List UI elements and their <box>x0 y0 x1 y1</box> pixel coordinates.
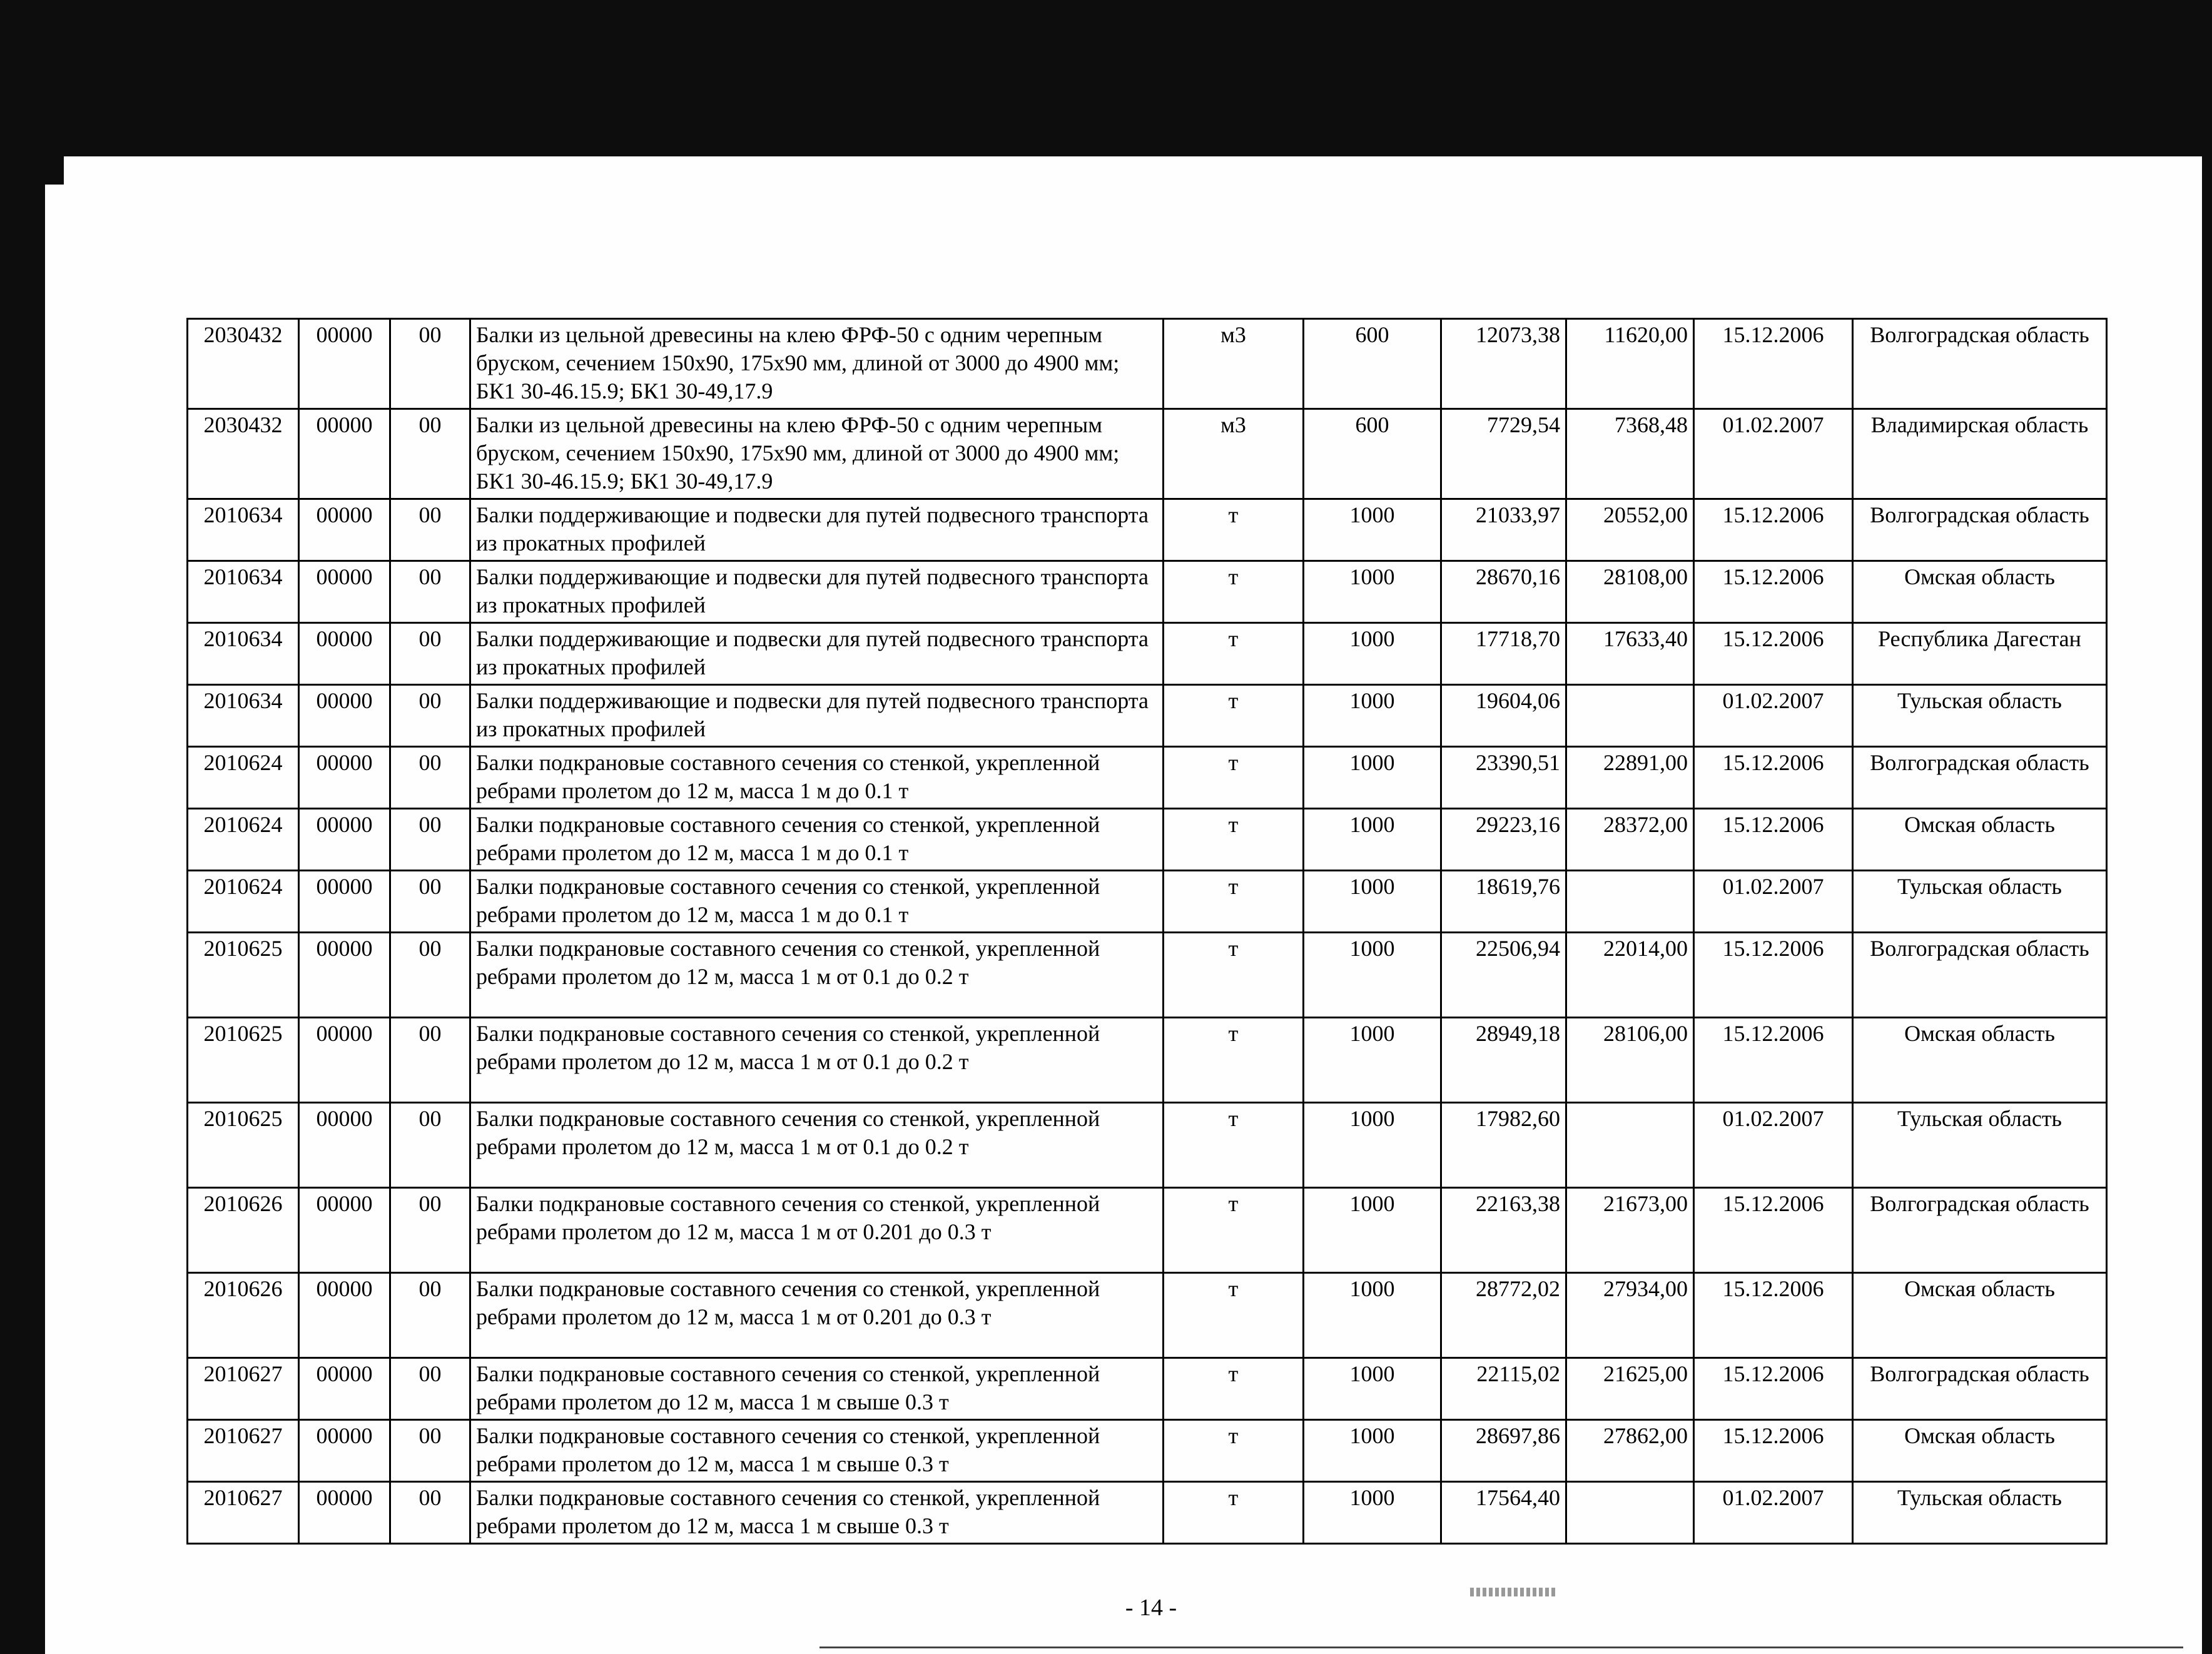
price-table-body <box>188 319 2107 1544</box>
table-row <box>188 409 2107 499</box>
date-cell: 15.12.2006 <box>1694 319 1853 409</box>
date-cell: 01.02.2007 <box>1694 685 1853 747</box>
code-cell: 2010624 <box>188 871 299 933</box>
price-cell: 18619,76 <box>1441 871 1566 933</box>
unit-cell: т <box>1164 623 1304 685</box>
index-cell: 00 <box>390 1103 470 1188</box>
quantity-cell: 1000 <box>1304 1420 1441 1482</box>
subcode-cell: 00000 <box>299 499 390 561</box>
index-cell: 00 <box>390 623 470 685</box>
date-cell: 15.12.2006 <box>1694 623 1853 685</box>
table-row <box>188 685 2107 747</box>
unit-cell: т <box>1164 561 1304 623</box>
scan-bottom-edge <box>819 1646 2183 1648</box>
subcode-cell: 00000 <box>299 871 390 933</box>
table-row <box>188 747 2107 809</box>
table-row <box>188 1482 2107 1544</box>
date-cell: 01.02.2007 <box>1694 1103 1853 1188</box>
date-cell: 15.12.2006 <box>1694 1273 1853 1358</box>
code-cell: 2010634 <box>188 499 299 561</box>
table-row <box>188 319 2107 409</box>
code-cell: 2010625 <box>188 1103 299 1188</box>
description-cell: Балки подкрановые составного сечения со стенкой, укрепленной ребрами пролетом до 12 м, масса 1 м до 0.1 т <box>470 747 1164 809</box>
unit-cell: т <box>1164 809 1304 871</box>
price-alt-cell <box>1566 685 1694 747</box>
description-cell: Балки подкрановые составного сечения со стенкой, укрепленной ребрами пролетом до 12 м, масса 1 м до 0.1 т <box>470 871 1164 933</box>
code-cell: 2010624 <box>188 747 299 809</box>
unit-cell: т <box>1164 1358 1304 1420</box>
index-cell: 00 <box>390 1482 470 1544</box>
table-row <box>188 499 2107 561</box>
code-cell: 2010634 <box>188 623 299 685</box>
price-alt-cell: 22014,00 <box>1566 933 1694 1018</box>
code-cell: 2010625 <box>188 933 299 1018</box>
date-cell: 15.12.2006 <box>1694 561 1853 623</box>
description-cell: Балки подкрановые составного сечения со стенкой, укрепленной ребрами пролетом до 12 м, масса 1 м от 0.1 до 0.2 т <box>470 1018 1164 1103</box>
price-alt-cell: 20552,00 <box>1566 499 1694 561</box>
index-cell: 00 <box>390 747 470 809</box>
description-cell: Балки из цельной древесины на клею ФРФ-50 с одним черепным бруском, сечением 150х90, 175х90 мм, длиной от 3000 до 4900 мм; БК1 30-46.15.9; БК1 30-49,17.9 <box>470 319 1164 409</box>
unit-cell: т <box>1164 747 1304 809</box>
subcode-cell: 00000 <box>299 561 390 623</box>
region-cell: Волгоградская область <box>1853 499 2107 561</box>
price-cell: 28670,16 <box>1441 561 1566 623</box>
quantity-cell: 1000 <box>1304 871 1441 933</box>
code-cell: 2010626 <box>188 1188 299 1273</box>
unit-cell: т <box>1164 1482 1304 1544</box>
index-cell: 00 <box>390 1273 470 1358</box>
unit-cell: т <box>1164 871 1304 933</box>
price-alt-cell: 22891,00 <box>1566 747 1694 809</box>
unit-cell: т <box>1164 1018 1304 1103</box>
price-cell: 12073,38 <box>1441 319 1566 409</box>
table-row <box>188 1018 2107 1103</box>
subcode-cell: 00000 <box>299 1482 390 1544</box>
code-cell: 2010625 <box>188 1018 299 1103</box>
quantity-cell: 1000 <box>1304 1188 1441 1273</box>
subcode-cell: 00000 <box>299 623 390 685</box>
region-cell: Волгоградская область <box>1853 933 2107 1018</box>
subcode-cell: 00000 <box>299 809 390 871</box>
date-cell: 15.12.2006 <box>1694 499 1853 561</box>
subcode-cell: 00000 <box>299 409 390 499</box>
scan-artifact-mark <box>1470 1588 1558 1596</box>
unit-cell: т <box>1164 1103 1304 1188</box>
price-cell: 21033,97 <box>1441 499 1566 561</box>
scan-dark-border-top <box>0 0 2212 156</box>
region-cell: Волгоградская область <box>1853 1188 2107 1273</box>
unit-cell: т <box>1164 499 1304 561</box>
description-cell: Балки подкрановые составного сечения со стенкой, укрепленной ребрами пролетом до 12 м, масса 1 м от 0.1 до 0.2 т <box>470 1103 1164 1188</box>
table-row <box>188 809 2107 871</box>
code-cell: 2010626 <box>188 1273 299 1358</box>
price-alt-cell: 28106,00 <box>1566 1018 1694 1103</box>
date-cell: 01.02.2007 <box>1694 409 1853 499</box>
region-cell: Тульская область <box>1853 871 2107 933</box>
price-alt-cell: 28108,00 <box>1566 561 1694 623</box>
table-row <box>188 623 2107 685</box>
index-cell: 00 <box>390 561 470 623</box>
quantity-cell: 1000 <box>1304 809 1441 871</box>
index-cell: 00 <box>390 933 470 1018</box>
quantity-cell: 1000 <box>1304 933 1441 1018</box>
price-cell: 17982,60 <box>1441 1103 1566 1188</box>
subcode-cell: 00000 <box>299 1018 390 1103</box>
region-cell: Тульская область <box>1853 1482 2107 1544</box>
unit-cell: т <box>1164 933 1304 1018</box>
quantity-cell: 1000 <box>1304 747 1441 809</box>
subcode-cell: 00000 <box>299 747 390 809</box>
quantity-cell: 1000 <box>1304 1103 1441 1188</box>
table-row <box>188 1188 2107 1273</box>
region-cell: Тульская область <box>1853 1103 2107 1188</box>
scan-corner-shadow <box>45 156 64 185</box>
code-cell: 2010627 <box>188 1482 299 1544</box>
code-cell: 2010627 <box>188 1420 299 1482</box>
description-cell: Балки подкрановые составного сечения со стенкой, укрепленной ребрами пролетом до 12 м, масса 1 м свыше 0.3 т <box>470 1358 1164 1420</box>
description-cell: Балки подкрановые составного сечения со стенкой, укрепленной ребрами пролетом до 12 м, масса 1 м до 0.1 т <box>470 809 1164 871</box>
index-cell: 00 <box>390 409 470 499</box>
table-row <box>188 933 2107 1018</box>
description-cell: Балки из цельной древесины на клею ФРФ-50 с одним черепным бруском, сечением 150х90, 175х90 мм, длиной от 3000 до 4900 мм; БК1 30-46.15.9; БК1 30-49,17.9 <box>470 409 1164 499</box>
code-cell: 2030432 <box>188 409 299 499</box>
date-cell: 15.12.2006 <box>1694 747 1853 809</box>
region-cell: Владимирская область <box>1853 409 2107 499</box>
table-row <box>188 1273 2107 1358</box>
price-alt-cell: 27862,00 <box>1566 1420 1694 1482</box>
price-alt-cell <box>1566 871 1694 933</box>
code-cell: 2010634 <box>188 561 299 623</box>
index-cell: 00 <box>390 1358 470 1420</box>
quantity-cell: 600 <box>1304 409 1441 499</box>
quantity-cell: 1000 <box>1304 1273 1441 1358</box>
index-cell: 00 <box>390 499 470 561</box>
region-cell: Омская область <box>1853 1018 2107 1103</box>
table-row <box>188 1103 2107 1188</box>
scan-dark-border-left <box>0 156 45 1654</box>
description-cell: Балки подкрановые составного сечения со стенкой, укрепленной ребрами пролетом до 12 м, масса 1 м от 0.1 до 0.2 т <box>470 933 1164 1018</box>
price-alt-cell <box>1566 1103 1694 1188</box>
description-cell: Балки поддерживающие и подвески для путей подвесного транспорта из прокатных профилей <box>470 561 1164 623</box>
price-cell: 17564,40 <box>1441 1482 1566 1544</box>
unit-cell: т <box>1164 1188 1304 1273</box>
subcode-cell: 00000 <box>299 1420 390 1482</box>
description-cell: Балки подкрановые составного сечения со стенкой, укрепленной ребрами пролетом до 12 м, масса 1 м от 0.201 до 0.3 т <box>470 1273 1164 1358</box>
page-number: - 14 - <box>1125 1595 1177 1621</box>
price-cell: 19604,06 <box>1441 685 1566 747</box>
unit-cell: м3 <box>1164 319 1304 409</box>
region-cell: Тульская область <box>1853 685 2107 747</box>
quantity-cell: 1000 <box>1304 499 1441 561</box>
index-cell: 00 <box>390 871 470 933</box>
subcode-cell: 00000 <box>299 1188 390 1273</box>
quantity-cell: 1000 <box>1304 561 1441 623</box>
subcode-cell: 00000 <box>299 933 390 1018</box>
quantity-cell: 1000 <box>1304 1482 1441 1544</box>
quantity-cell: 1000 <box>1304 1358 1441 1420</box>
subcode-cell: 00000 <box>299 685 390 747</box>
table-row <box>188 1420 2107 1482</box>
date-cell: 15.12.2006 <box>1694 933 1853 1018</box>
quantity-cell: 600 <box>1304 319 1441 409</box>
price-alt-cell: 21625,00 <box>1566 1358 1694 1420</box>
description-cell: Балки подкрановые составного сечения со стенкой, укрепленной ребрами пролетом до 12 м, масса 1 м от 0.201 до 0.3 т <box>470 1188 1164 1273</box>
price-cell: 28697,86 <box>1441 1420 1566 1482</box>
date-cell: 15.12.2006 <box>1694 1358 1853 1420</box>
price-alt-cell: 11620,00 <box>1566 319 1694 409</box>
price-alt-cell: 21673,00 <box>1566 1188 1694 1273</box>
region-cell: Омская область <box>1853 561 2107 623</box>
description-cell: Балки подкрановые составного сечения со стенкой, укрепленной ребрами пролетом до 12 м, масса 1 м свыше 0.3 т <box>470 1482 1164 1544</box>
index-cell: 00 <box>390 1188 470 1273</box>
subcode-cell: 00000 <box>299 1358 390 1420</box>
region-cell: Республика Дагестан <box>1853 623 2107 685</box>
region-cell: Омская область <box>1853 809 2107 871</box>
subcode-cell: 00000 <box>299 1273 390 1358</box>
date-cell: 01.02.2007 <box>1694 1482 1853 1544</box>
quantity-cell: 1000 <box>1304 685 1441 747</box>
unit-cell: т <box>1164 1273 1304 1358</box>
price-cell: 7729,54 <box>1441 409 1566 499</box>
price-cell: 22163,38 <box>1441 1188 1566 1273</box>
date-cell: 15.12.2006 <box>1694 1188 1853 1273</box>
description-cell: Балки поддерживающие и подвески для путей подвесного транспорта из прокатных профилей <box>470 685 1164 747</box>
price-cell: 17718,70 <box>1441 623 1566 685</box>
price-alt-cell: 28372,00 <box>1566 809 1694 871</box>
region-cell: Волгоградская область <box>1853 319 2107 409</box>
price-alt-cell <box>1566 1482 1694 1544</box>
date-cell: 01.02.2007 <box>1694 871 1853 933</box>
price-alt-cell: 27934,00 <box>1566 1273 1694 1358</box>
price-cell: 28949,18 <box>1441 1018 1566 1103</box>
unit-cell: м3 <box>1164 409 1304 499</box>
index-cell: 00 <box>390 685 470 747</box>
index-cell: 00 <box>390 809 470 871</box>
price-cell: 28772,02 <box>1441 1273 1566 1358</box>
date-cell: 15.12.2006 <box>1694 1420 1853 1482</box>
code-cell: 2010634 <box>188 685 299 747</box>
unit-cell: т <box>1164 1420 1304 1482</box>
region-cell: Омская область <box>1853 1420 2107 1482</box>
price-cell: 22115,02 <box>1441 1358 1566 1420</box>
description-cell: Балки поддерживающие и подвески для путей подвесного транспорта из прокатных профилей <box>470 499 1164 561</box>
region-cell: Омская область <box>1853 1273 2107 1358</box>
code-cell: 2010627 <box>188 1358 299 1420</box>
price-table <box>186 318 2108 1545</box>
table-row <box>188 871 2107 933</box>
index-cell: 00 <box>390 1018 470 1103</box>
table-row <box>188 561 2107 623</box>
price-alt-cell: 17633,40 <box>1566 623 1694 685</box>
index-cell: 00 <box>390 319 470 409</box>
price-cell: 22506,94 <box>1441 933 1566 1018</box>
date-cell: 15.12.2006 <box>1694 1018 1853 1103</box>
unit-cell: т <box>1164 685 1304 747</box>
table-row <box>188 1358 2107 1420</box>
region-cell: Волгоградская область <box>1853 1358 2107 1420</box>
subcode-cell: 00000 <box>299 1103 390 1188</box>
quantity-cell: 1000 <box>1304 1018 1441 1103</box>
quantity-cell: 1000 <box>1304 623 1441 685</box>
description-cell: Балки поддерживающие и подвески для путей подвесного транспорта из прокатных профилей <box>470 623 1164 685</box>
price-alt-cell: 7368,48 <box>1566 409 1694 499</box>
date-cell: 15.12.2006 <box>1694 809 1853 871</box>
price-cell: 23390,51 <box>1441 747 1566 809</box>
code-cell: 2010624 <box>188 809 299 871</box>
region-cell: Волгоградская область <box>1853 747 2107 809</box>
price-cell: 29223,16 <box>1441 809 1566 871</box>
subcode-cell: 00000 <box>299 319 390 409</box>
description-cell: Балки подкрановые составного сечения со стенкой, укрепленной ребрами пролетом до 12 м, масса 1 м свыше 0.3 т <box>470 1420 1164 1482</box>
code-cell: 2030432 <box>188 319 299 409</box>
index-cell: 00 <box>390 1420 470 1482</box>
